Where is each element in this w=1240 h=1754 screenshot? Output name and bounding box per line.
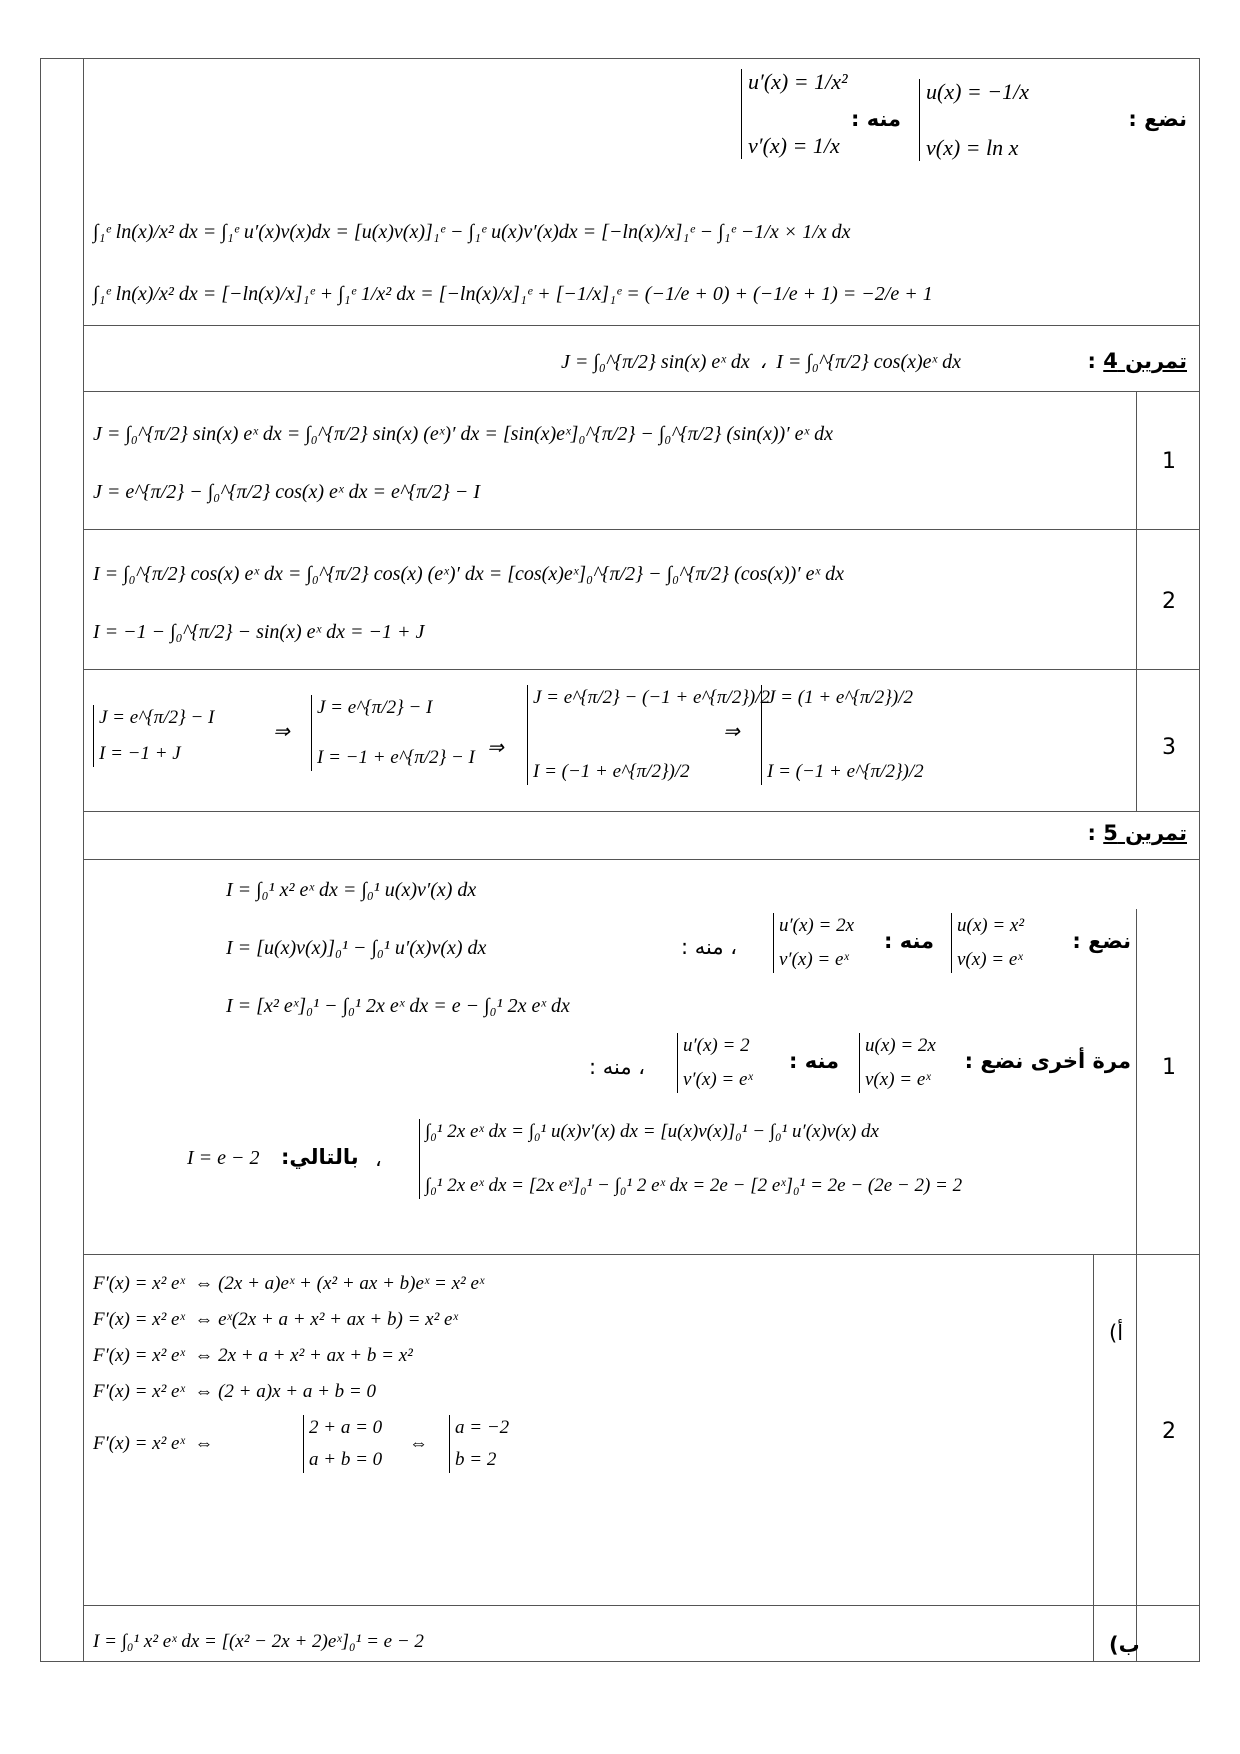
ex5-then-label: منه : — [884, 929, 935, 953]
ex4-part2-number: 2 — [1162, 589, 1176, 614]
ex4-arrow-1: ⇒ — [273, 721, 290, 743]
sub-label-column-line — [1093, 1254, 1094, 1661]
integration-line-2: ∫₁ᵉ ln(x)/x² dx = [−ln(x)/x]₁ᵉ + ∫₁ᵉ 1/x² dx = [−ln(x)/x]₁ᵉ + [−1/x]₁ᵉ = (−1/e + 0) + (−1/e + 1) = −2/e + 1 — [93, 283, 933, 305]
ex4-system-1: J = e^{π/2} − I I = −1 + J — [93, 705, 214, 767]
exercise-4-statement: J = ∫₀^{π/2} sin(x) eˣ dx ، I = ∫₀^{π/2} cos(x)eˣ dx — [561, 351, 962, 373]
ex5-part2a-line4: F′(x) = x² eˣ ⇔ (2 + a)x + a + b = 0 — [93, 1381, 376, 1402]
ex5-part2a-label: أ) — [1109, 1321, 1124, 1345]
ex5-part1-line3: I = [x² eˣ]₀¹ − ∫₀¹ 2x eˣ dx = e − ∫₀¹ 2x eˣ dx — [226, 995, 570, 1017]
ex5-result: I = e − 2 — [187, 1147, 260, 1169]
ex5-deriv-system-2: u′(x) = 2 v′(x) = eˣ — [677, 1033, 753, 1093]
ex4-part2-line1: I = ∫₀^{π/2} cos(x) eˣ dx = ∫₀^{π/2} cos(x) (eˣ)′ dx = [cos(x)eˣ]₀^{π/2} − ∫₀^{π/2} (cos(x))′ eˣ dx — [93, 563, 845, 585]
ex5-then-label-3: منه : — [789, 1049, 840, 1073]
ex5-again-label: مرة أخرى نضع : — [964, 1049, 1131, 1073]
ex4-part2-line2: I = −1 − ∫₀^{π/2} − sin(x) eˣ dx = −1 + J — [93, 621, 425, 643]
ex5-part1-line1: I = ∫₀¹ x² eˣ dx = ∫₀¹ u(x)v′(x) dx — [226, 879, 477, 901]
ex4-system-2: J = e^{π/2} − I I = −1 + e^{π/2} − I — [311, 695, 475, 771]
number-column-line-ex4 — [1136, 391, 1137, 811]
let-label: نضع : — [1128, 107, 1187, 131]
ex5-deriv-system: u′(x) = 2x v′(x) = eˣ — [773, 913, 854, 973]
row-divider — [83, 1254, 1199, 1255]
row-divider — [83, 325, 1199, 326]
left-margin-line — [83, 59, 84, 1661]
ex5-let-system: u(x) = x² v(x) = eˣ — [951, 913, 1024, 973]
exercise-4-title: تمرين 4 : — [1087, 349, 1187, 373]
ex4-arrow-3: ⇒ — [723, 721, 740, 743]
ex5-therefore-label: بالتالي: — [281, 1145, 359, 1169]
deriv-system: u′(x) = 1/x² v′(x) = 1/x — [741, 69, 848, 159]
row-divider — [83, 529, 1199, 530]
ex5-part2b-label: ب) — [1109, 1633, 1140, 1657]
ex5-let-label: نضع : — [1072, 929, 1131, 953]
ex4-part1-number: 1 — [1162, 449, 1176, 474]
ex4-part1-line2: J = e^{π/2} − ∫₀^{π/2} cos(x) eˣ dx = e^{π/2} − I — [93, 481, 480, 503]
ex5-part2a-system2: a = −2 b = 2 — [449, 1415, 509, 1473]
integration-line-1: ∫₁ᵉ ln(x)/x² dx = ∫₁ᵉ u′(x)v(x)dx = [u(x)v(x)]₁ᵉ − ∫₁ᵉ u(x)v′(x)dx = [−ln(x)/x]₁ᵉ − ∫₁ᵉ −1/x × 1/x dx — [93, 221, 851, 243]
ex5-part1-number: 1 — [1162, 1055, 1176, 1080]
ex4-system-3: J = e^{π/2} − (−1 + e^{π/2})/2 I = (−1 + e^{π/2})/2 — [527, 685, 770, 785]
ex4-part3-number: 3 — [1162, 735, 1176, 760]
ex5-part2a-equiv: ⇔ — [409, 1433, 428, 1454]
ex4-arrow-2: ⇒ — [487, 737, 504, 759]
ex5-part1-line2: I = [u(x)v(x)]₀¹ − ∫₀¹ u′(x)v(x) dx — [226, 937, 487, 959]
ex5-part2a-system1: 2 + a = 0 a + b = 0 — [303, 1415, 382, 1473]
ex5-then-label-4: ، منه : — [589, 1055, 646, 1079]
row-divider — [83, 811, 1199, 812]
ex5-part2a-line3: F′(x) = x² eˣ ⇔ 2x + a + x² + ax + b = x² — [93, 1345, 413, 1366]
then-label: منه : — [851, 107, 902, 131]
row-divider — [83, 391, 1199, 392]
ex5-part2a-line1: F′(x) = x² eˣ ⇔ (2x + a)eˣ + (x² + ax + b)eˣ = x² eˣ — [93, 1273, 485, 1294]
ex5-part2b-line: I = ∫₀¹ x² eˣ dx = [(x² − 2x + 2)eˣ]₀¹ = e − 2 — [93, 1631, 424, 1652]
exercise-5-title: تمرين 5 : — [1087, 821, 1187, 845]
ex5-part2-number: 2 — [1162, 1419, 1176, 1444]
ex5-part2a-line2: F′(x) = x² eˣ ⇔ eˣ(2x + a + x² + ax + b) = x² eˣ — [93, 1309, 458, 1330]
row-divider — [83, 1605, 1199, 1606]
ex5-then-label-2: ، منه : — [681, 935, 738, 959]
ex4-part1-line1: J = ∫₀^{π/2} sin(x) eˣ dx = ∫₀^{π/2} sin(x) (eˣ)′ dx = [sin(x)eˣ]₀^{π/2} − ∫₀^{π/2} (sin(x))′ eˣ dx — [93, 423, 833, 445]
ex5-comma: ، — [375, 1147, 382, 1171]
row-divider — [83, 669, 1199, 670]
correction-sheet — [40, 58, 1200, 1662]
row-divider — [83, 859, 1199, 860]
let-system: u(x) = −1/x v(x) = ln x — [919, 79, 1029, 161]
ex5-calc-block: ∫₀¹ 2x eˣ dx = ∫₀¹ u(x)v′(x) dx = [u(x)v(x)]₀¹ − ∫₀¹ u′(x)v(x) dx ∫₀¹ 2x eˣ dx = [2x eˣ]₀¹ − ∫₀¹ 2 eˣ dx = 2e − [2 eˣ]₀¹ = 2e − (2e − 2) = 2 — [419, 1119, 962, 1199]
ex4-system-4: J = (1 + e^{π/2})/2 I = (−1 + e^{π/2})/2 — [761, 685, 924, 785]
number-column-line-ex5 — [1136, 909, 1137, 1661]
ex5-let-system-2: u(x) = 2x v(x) = eˣ — [859, 1033, 936, 1093]
ex5-part2a-last-lhs: F′(x) = x² eˣ ⇔ — [93, 1433, 214, 1454]
